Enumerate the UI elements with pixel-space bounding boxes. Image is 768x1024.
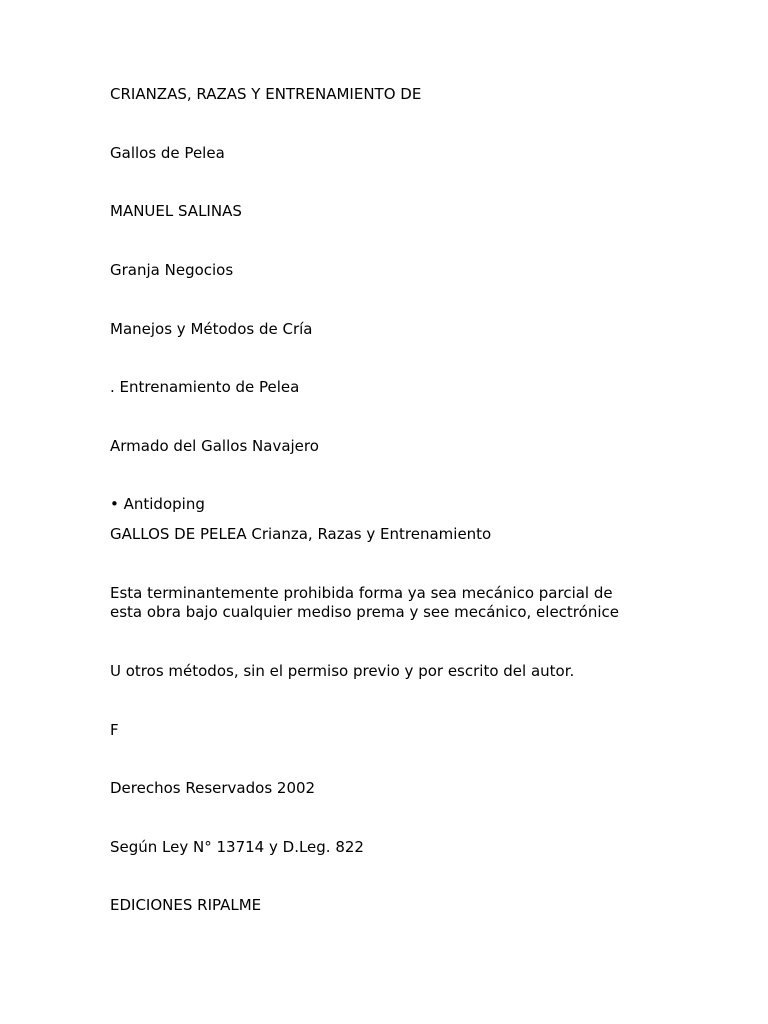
book-subtitle-line: Gallos de Pelea (110, 144, 225, 162)
topic-line-training: . Entrenamiento de Pelea (110, 378, 300, 396)
book-title-line: CRIANZAS, RAZAS Y ENTRENAMIENTO DE (110, 85, 422, 103)
full-title-line: GALLOS DE PELEA Crianza, Razas y Entrenamiento (110, 525, 492, 543)
topic-line-arming: Armado del Gallos Navajero (110, 437, 319, 455)
publisher-line: EDICIONES RIPALME (110, 896, 262, 914)
author-name: MANUEL SALINAS (110, 202, 242, 220)
law-reference-line: Según Ley N° 13714 y D.Leg. 822 (110, 838, 364, 856)
permission-line: U otros métodos, sin el permiso previo y por escrito del autor. (110, 662, 575, 680)
copyright-notice-line-1: Esta terminantemente prohibida forma ya sea mecánico parcial de (110, 584, 613, 602)
series-line: Granja Negocios (110, 261, 234, 279)
topic-line-breeding: Manejos y Métodos de Cría (110, 320, 313, 338)
stray-letter: F (110, 721, 119, 739)
copyright-notice-line-2: esta obra bajo cualquier mediso prema y see mecánico, electrónice (110, 603, 619, 621)
topic-line-antidoping: • Antidoping (110, 495, 205, 513)
copyright-notice (110, 584, 670, 622)
rights-reserved-line: Derechos Reservados 2002 (110, 779, 316, 797)
